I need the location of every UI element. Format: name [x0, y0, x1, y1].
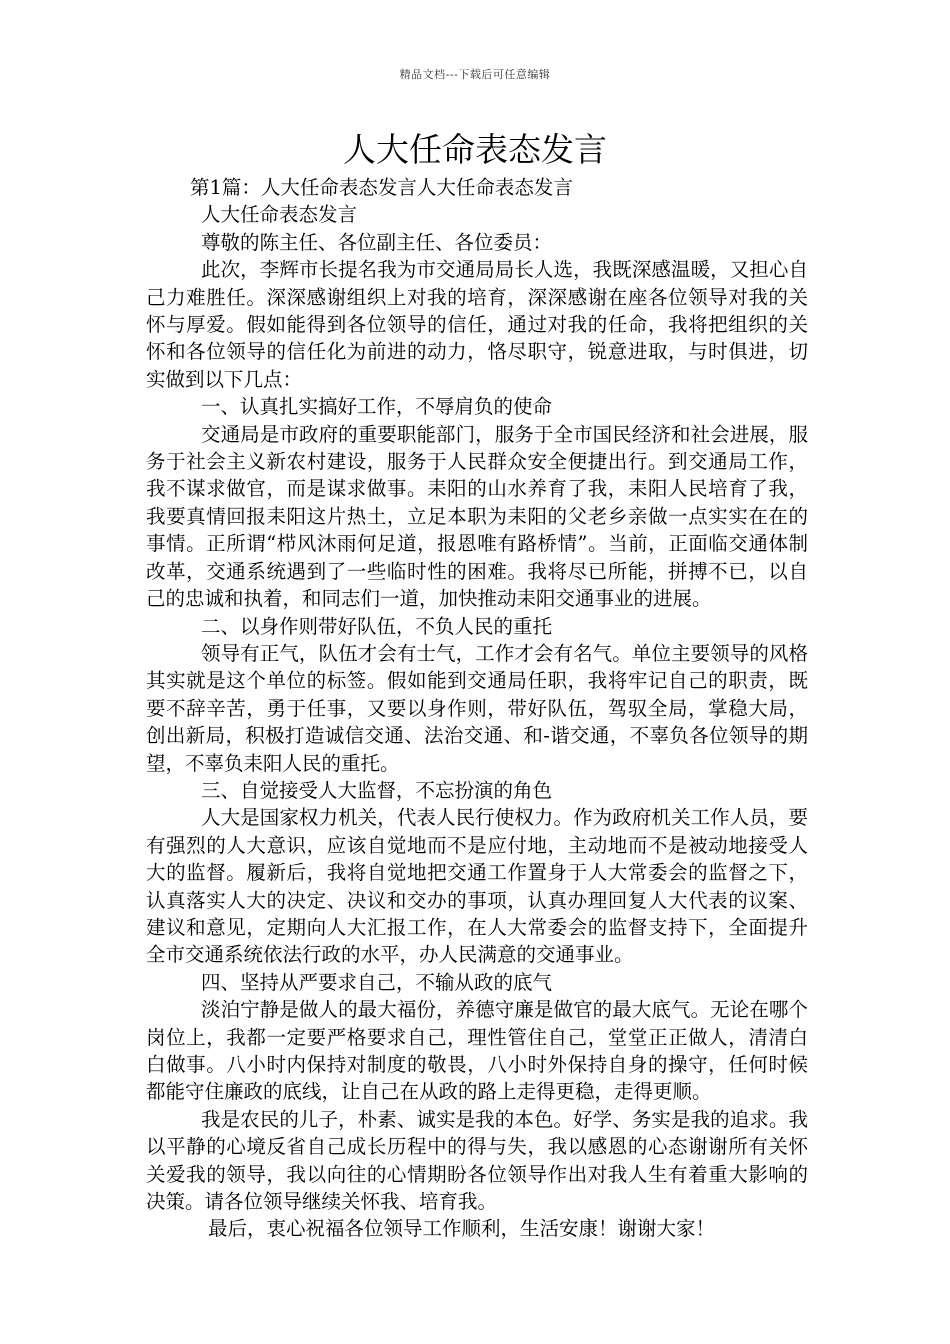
- section-heading-2: 二、以身作则带好队伍，不负人民的重托: [201, 614, 553, 638]
- section-heading-3: 三、自觉接受人大监督，不忘扮演的角色: [201, 778, 553, 802]
- section-heading-4: 四、坚持从严要求自己，不输从政的底气: [201, 970, 553, 994]
- salutation: 尊敬的陈主任、各位副主任、各位委员：: [201, 230, 553, 254]
- closing-line: 最后，衷心祝福各位领导工作顺利，生活安康！谢谢大家！: [208, 1217, 716, 1241]
- section-paragraph-3: 人大是国家权力机关，代表人民行使权力。作为政府机关工作人员，要有强烈的人大意识，应该自觉地而不是应付地，主动地而不是被动地接受人大的监督。履新后，我将自觉地把交通工作置身于人大常委会的监督之下，认真落实人大的决定、决议和交办的事项，认真办理回复人大代表的议案、建议和意见，定期向人大汇报工作，在人大常委会的监督支持下，全面提升全市交通系统依法行政的水平，办人民满意的交通事业。: [146, 806, 808, 967]
- section-paragraph-1: 交通局是市政府的重要职能部门，服务于全市国民经济和社会进展，服务于社会主义新农村建设，服务于人民群众安全便捷出行。到交通局工作，我不谋求做官，而是谋求做事。耒阳的山水养育了我，耒阳人民培育了我，我要真情回报耒阳这片热土，立足本职为耒阳的父老乡亲做一点实实在在的事情。正所谓“栉风沐雨何足道，报恩唯有路桥情”。当前，正面临交通体制改革，交通系统遇到了一些临时性的困难。我将尽已所能，拼搏不已，以自己的忠诚和执着，和同志们一道，加快推动耒阳交通事业的进展。: [146, 422, 808, 611]
- personal-paragraph: 我是农民的儿子，朴素、诚实是我的本色。好学、务实是我的追求。我以平静的心境反省自己成长历程中的得与失，我以感恩的心态谢谢所有关怀关爱我的领导，我以向往的心情期盼各位领导作出对我人生有着重大影响的决策。请各位领导继续关怀我、培育我。: [146, 1107, 808, 1214]
- section-heading-1: 一、认真扎实搞好工作，不辱肩负的使命: [201, 395, 553, 419]
- intro-paragraph: 此次，李辉市长提名我为市交通局局长人选，我既深感温暖，又担心自己力难胜任。深深感谢组织上对我的培育，深深感谢在座各位领导对我的关怀与厚爱。假如能得到各位领导的信任，通过对我的任命，我将把组织的关怀和各位领导的信任化为前进的动力，恪尽职守，锐意进取，与时俱进，切实做到以下几点：: [146, 258, 808, 391]
- document-title: 人大任命表态发言: [343, 130, 607, 169]
- header-note: 精品文档---下载后可任意编辑: [399, 68, 551, 81]
- section-paragraph-4: 淡泊宁静是做人的最大福份，养德守廉是做官的最大底气。无论在哪个岗位上，我都一定要严格要求自己，理性管住自己，堂堂正正做人，清清白白做事。八小时内保持对制度的敬畏，八小时外保持自身的操守，任何时候都能守住廉政的底线，让自己在从政的路上走得更稳，走得更顺。: [146, 998, 808, 1104]
- document-body: [146, 174, 808, 1243]
- chapter-subtitle: 第1篇：人大任命表态发言人大任命表态发言: [190, 176, 573, 199]
- repeat-title: 人大任命表态发言: [201, 203, 358, 227]
- section-paragraph-2: 领导有正气，队伍才会有士气，工作才会有名气。单位主要领导的风格其实就是这个单位的标签。假如能到交通局任职，我将牢记自己的职责，既要不辞辛苦，勇于任事，又要以身作则，带好队伍，驾驭全局，掌稳大局，创出新局，积极打造诚信交通、法治交通、和-谐交通，不辜负各位领导的期望，不辜负耒阳人民的重托。: [146, 641, 808, 775]
